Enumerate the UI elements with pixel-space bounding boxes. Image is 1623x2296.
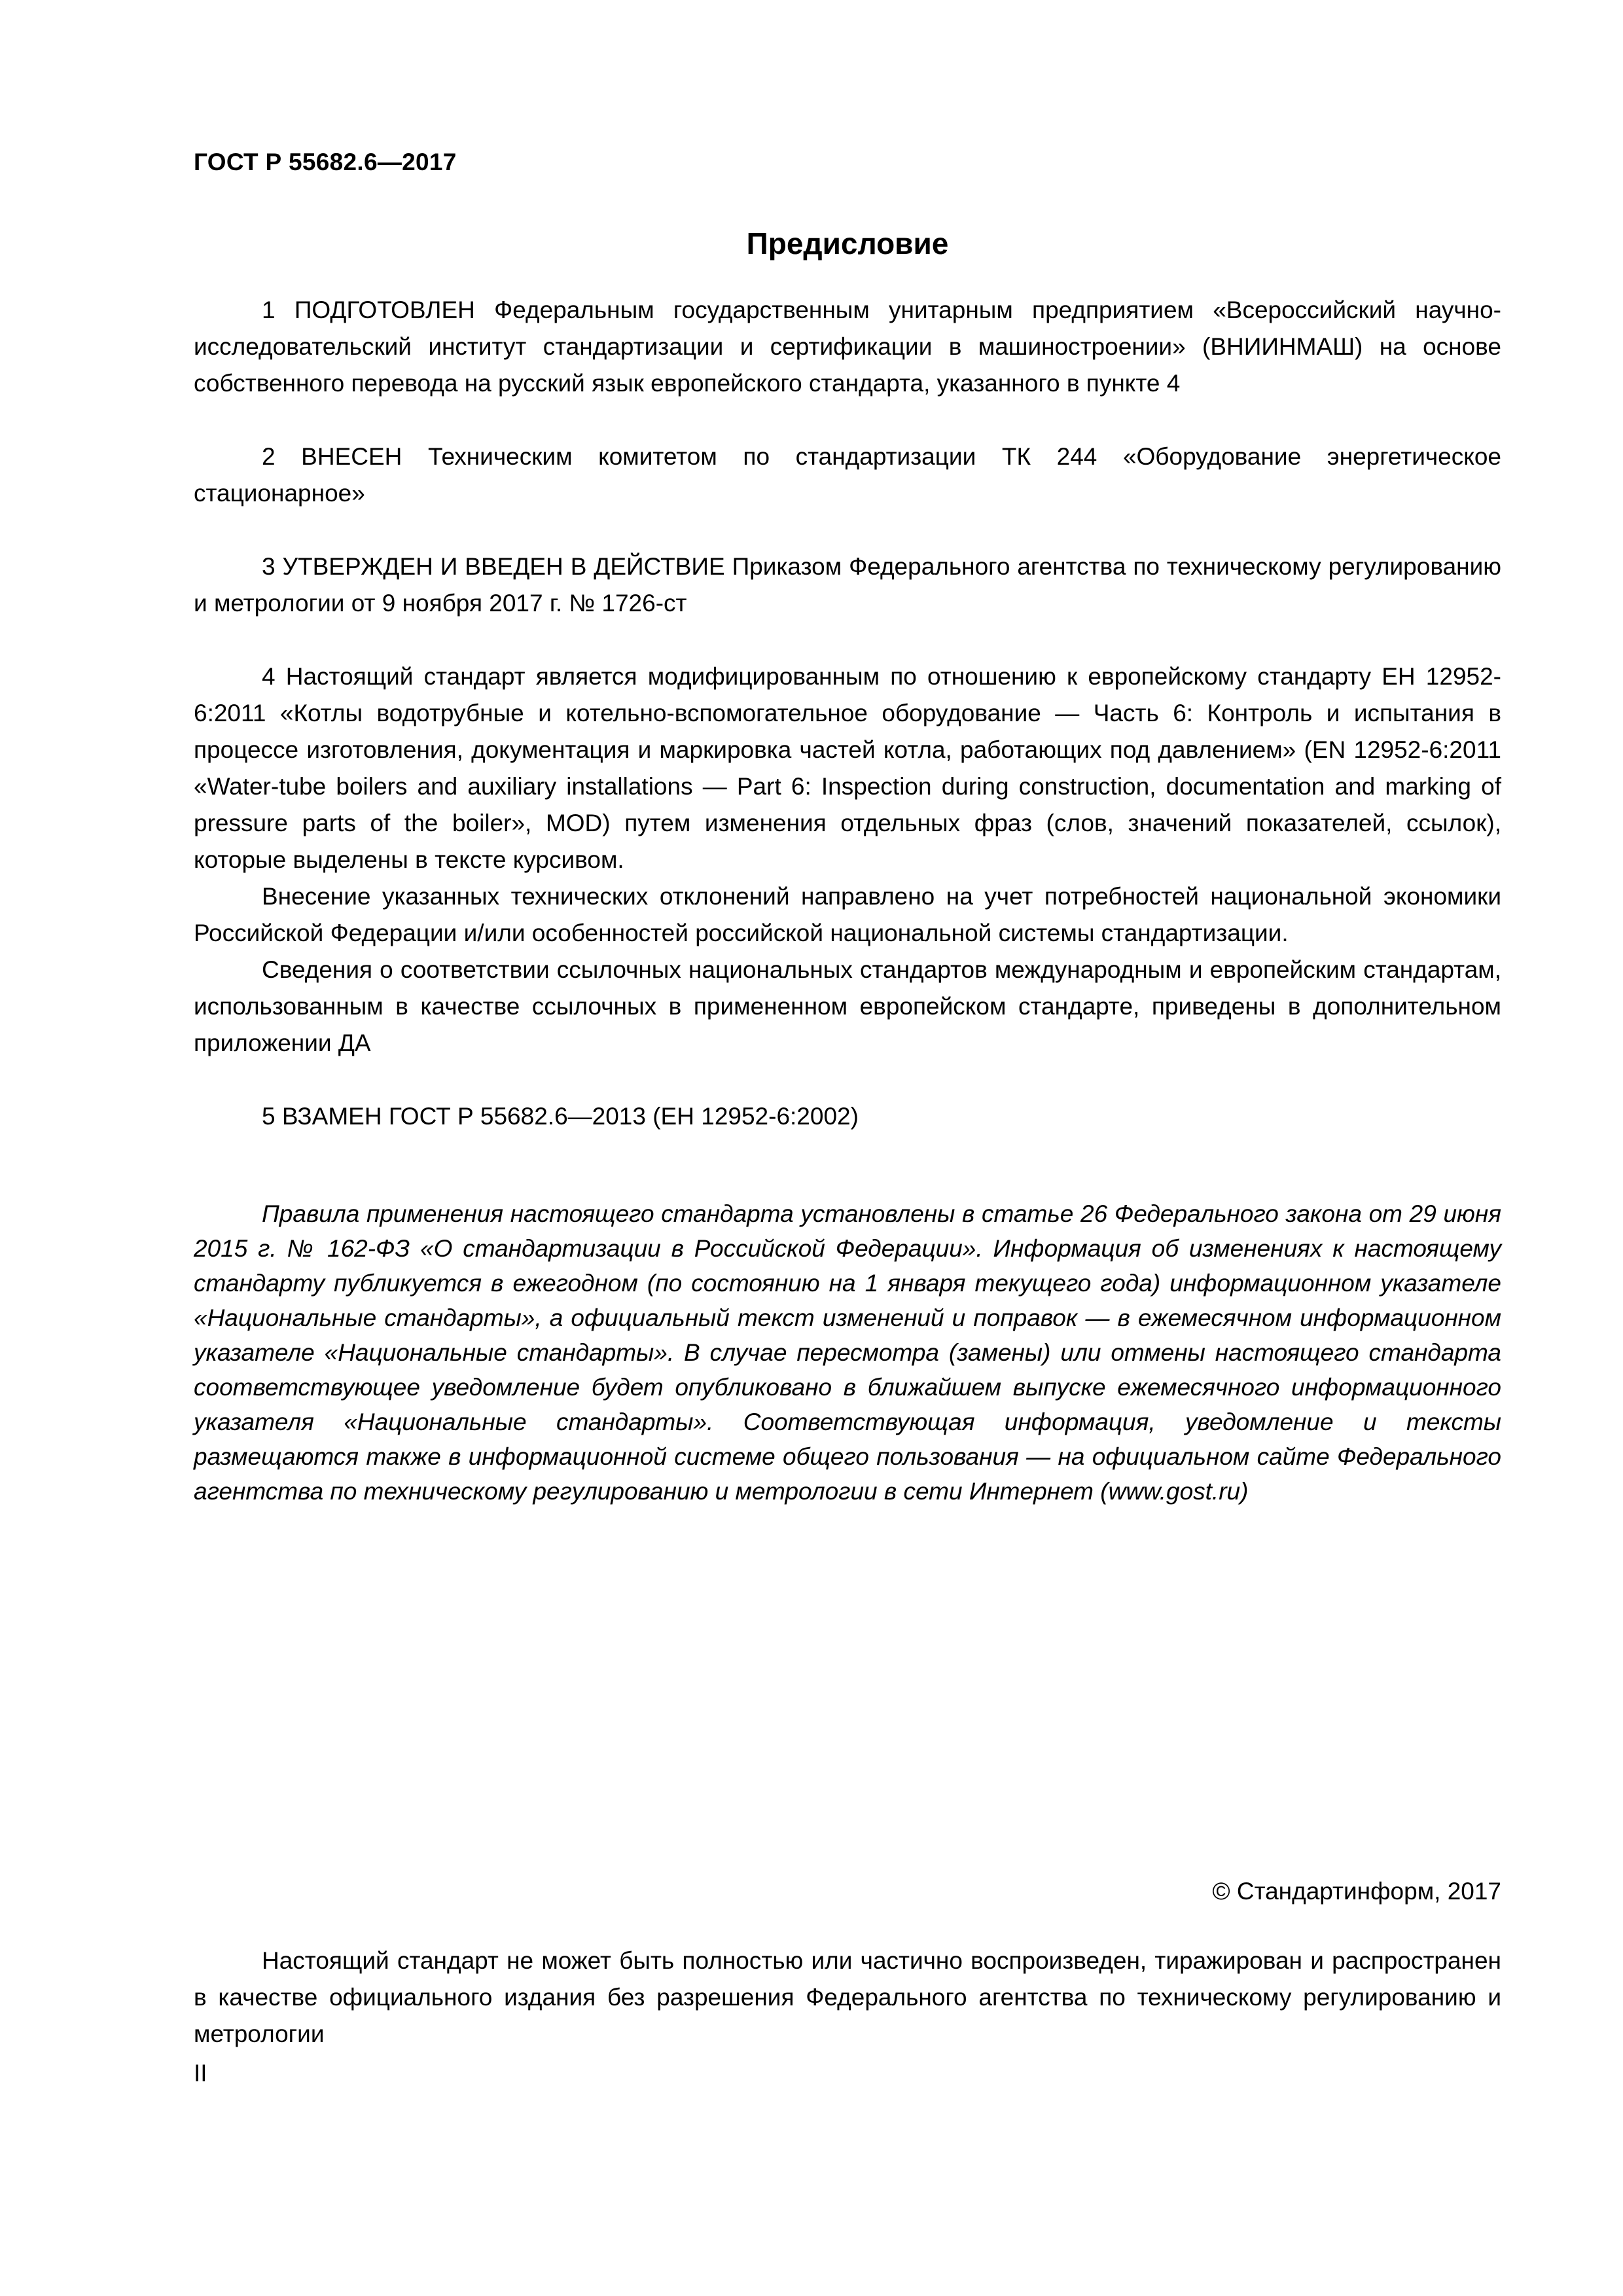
- paragraph-modified-standard: 4 Настоящий стандарт является модифицированным по отношению к европейскому стандарту ЕН 12952-6:2011 «Котлы водотрубные и котельно-вспомогательное оборудование — Часть 6: Контроль и испытания в процессе изготовления, документация и маркировка частей котла, работающих под давлением» (EN 12952-6:2011 «Water-tube boilers and auxiliary installations — Part 6: Inspection during construction, documentation and marking of pressure parts of the boiler», MOD) путем изменения отдельных фраз (слов, значений показателей, ссылок), которые выделены в тексте курсивом.: [194, 663, 1501, 873]
- page-title: Предисловие: [746, 226, 949, 260]
- paragraph-approved: 3 УТВЕРЖДЕН И ВВЕДЕН В ДЕЙСТВИЕ Приказом Федерального агентства по техническому регулированию и метрологии от 9 ноября 2017 г. № 1726-ст: [194, 553, 1501, 617]
- page-number: II: [194, 2060, 207, 2087]
- paragraph-submitted: 2 ВНЕСЕН Техническим комитетом по стандартизации ТК 244 «Оборудование энергетическое стационарное»: [194, 443, 1501, 507]
- application-rules-text: Правила применения настоящего стандарта установлены в статье 26 Федерального закона от 29 июня 2015 г. № 162-ФЗ «О стандартизации в Российской Федерации». Информация об изменениях к настоящему стандарту публикуется в ежегодном (по состоянию на 1 января текущего года) информационном указателе «Национальные стандарты», а официальный текст изменений и поправок — в ежемесячном информационном указателе «Национальные стандарты». В случае пересмотра (замены) или отмены настоящего стандарта соответствующее уведомление будет опубликовано в ближайшем выпуске ежемесячного информационного указателя «Национальные стандарты». Соответствующая информация, уведомление и тексты размещаются также в информационной системе общего пользования — на официальном сайте Федерального агентства по техническому регулированию и метрологии в сети Интернет (www.gost.ru): [194, 1200, 1501, 1505]
- paragraph-prepared: 1 ПОДГОТОВЛЕН Федеральным государственным унитарным предприятием «Всероссийский научно-исследовательский институт стандартизации и сертификации в машиностроении» (ВНИИНМАШ) на основе собственного перевода на русский язык европейского стандарта, указанного в пункте 4: [194, 296, 1501, 397]
- foreword-body: [194, 292, 1501, 1135]
- application-rules-notice: [194, 1196, 1501, 1509]
- reproduction-notice-text: Настоящий стандарт не может быть полностью или частично воспроизведен, тиражирован и распространен в качестве официального издания без разрешения Федерального агентства по техническому регулированию и метрологии: [194, 1947, 1501, 2047]
- reproduction-notice: [194, 1943, 1501, 2053]
- paragraph-references: Сведения о соответствии ссылочных национальных стандартов международным и европейским стандартам, использованным в качестве ссылочных в примененном европейском стандарте, приведены в дополнительном приложении ДА: [194, 956, 1501, 1056]
- copyright-line: © Стандартинформ, 2017: [1212, 1878, 1501, 1905]
- paragraph-deviations: Внесение указанных технических отклонений направлено на учет потребностей национальной экономики Российской Федерации и/или особенностей российской национальной системы стандартизации.: [194, 883, 1501, 946]
- standard-code: ГОСТ Р 55682.6—2017: [194, 149, 457, 175]
- paragraph-replaces: 5 ВЗАМЕН ГОСТ Р 55682.6—2013 (ЕН 12952-6:2002): [262, 1103, 859, 1130]
